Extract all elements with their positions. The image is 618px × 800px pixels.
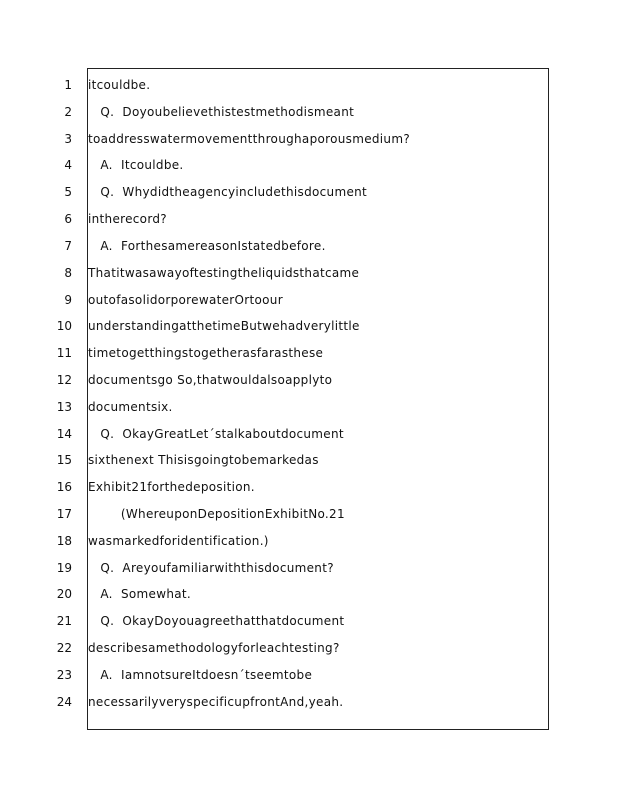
transcript-line <box>0 129 618 149</box>
line-text: (WhereuponDepositionExhibitNo.21 <box>88 507 345 521</box>
line-text: intherecord? <box>88 212 167 226</box>
transcript-line <box>0 182 618 202</box>
transcript-line <box>0 477 618 497</box>
line-number: 18 <box>56 534 72 548</box>
transcript-line <box>0 450 618 470</box>
line-text: A. ForthesamereasonIstatedbefore. <box>88 239 326 253</box>
line-text: toaddresswatermovementthroughaporousmedium? <box>88 132 410 146</box>
line-number: 23 <box>56 668 72 682</box>
transcript-line <box>0 155 618 175</box>
line-number: 17 <box>56 507 72 521</box>
transcript-line <box>0 611 618 631</box>
transcript-line <box>0 370 618 390</box>
line-number: 11 <box>56 346 72 360</box>
transcript-line <box>0 316 618 336</box>
line-number: 12 <box>56 373 72 387</box>
line-number: 22 <box>56 641 72 655</box>
transcript-line <box>0 638 618 658</box>
transcript-line <box>0 343 618 363</box>
line-text: Q. OkayDoyouagreethatthatdocument <box>88 614 345 628</box>
line-number: 21 <box>56 614 72 628</box>
line-text: describesamethodologyforleachtesting? <box>88 641 340 655</box>
line-text: itcouldbe. <box>88 78 151 92</box>
transcript-line <box>0 397 618 417</box>
line-number: 7 <box>64 239 72 253</box>
line-number: 2 <box>64 105 72 119</box>
transcript-line <box>0 102 618 122</box>
transcript-line <box>0 531 618 551</box>
transcript-line <box>0 558 618 578</box>
line-text: understandingatthetimeButwehadverylittle <box>88 319 360 333</box>
line-text: documentsix. <box>88 400 173 414</box>
line-text: A. Somewhat. <box>88 587 192 601</box>
transcript-line <box>0 209 618 229</box>
transcript-line <box>0 236 618 256</box>
line-number: 3 <box>64 132 72 146</box>
line-number: 1 <box>64 78 72 92</box>
line-number: 9 <box>64 293 72 307</box>
line-text: A. Itcouldbe. <box>88 158 184 172</box>
line-text: necessarilyveryspecificupfrontAnd,yeah. <box>88 695 344 709</box>
line-number: 24 <box>56 695 72 709</box>
line-number: 16 <box>56 480 72 494</box>
line-text: wasmarkedforidentification.) <box>88 534 269 548</box>
line-text: Q. Whydidtheagencyincludethisdocument <box>88 185 368 199</box>
line-number: 20 <box>56 587 72 601</box>
line-number: 15 <box>56 453 72 467</box>
line-number: 5 <box>64 185 72 199</box>
line-text: outofasolidorporewaterOrtoour <box>88 293 283 307</box>
line-number: 4 <box>64 158 72 172</box>
line-text: Exhibit21forthedeposition. <box>88 480 255 494</box>
line-text: Thatitwasawayoftestingtheliquidsthatcame <box>88 266 360 280</box>
line-text: sixthenext Thisisgoingtobemarkedas <box>88 453 319 467</box>
line-number: 14 <box>56 427 72 441</box>
transcript-line <box>0 290 618 310</box>
line-number: 13 <box>56 400 72 414</box>
line-text: documentsgo So,thatwouldalsoapplyto <box>88 373 333 387</box>
line-text: Q. Doyoubelievethistestmethodismeant <box>88 105 355 119</box>
transcript-line <box>0 75 618 95</box>
line-number: 8 <box>64 266 72 280</box>
line-text: A. IamnotsureItdoesn´tseemtobe <box>88 668 313 682</box>
transcript-line <box>0 692 618 712</box>
line-text: Q. Areyoufamiliarwiththisdocument? <box>88 561 334 575</box>
transcript-line <box>0 584 618 604</box>
line-text: timetogetthingstogetherasfarasthese <box>88 346 324 360</box>
transcript-line <box>0 424 618 444</box>
line-number: 6 <box>64 212 72 226</box>
line-text: Q. OkayGreatLet´stalkaboutdocument <box>88 427 344 441</box>
transcript-line <box>0 504 618 524</box>
transcript-line <box>0 665 618 685</box>
line-number: 10 <box>56 319 72 333</box>
transcript-line <box>0 263 618 283</box>
line-number: 19 <box>56 561 72 575</box>
